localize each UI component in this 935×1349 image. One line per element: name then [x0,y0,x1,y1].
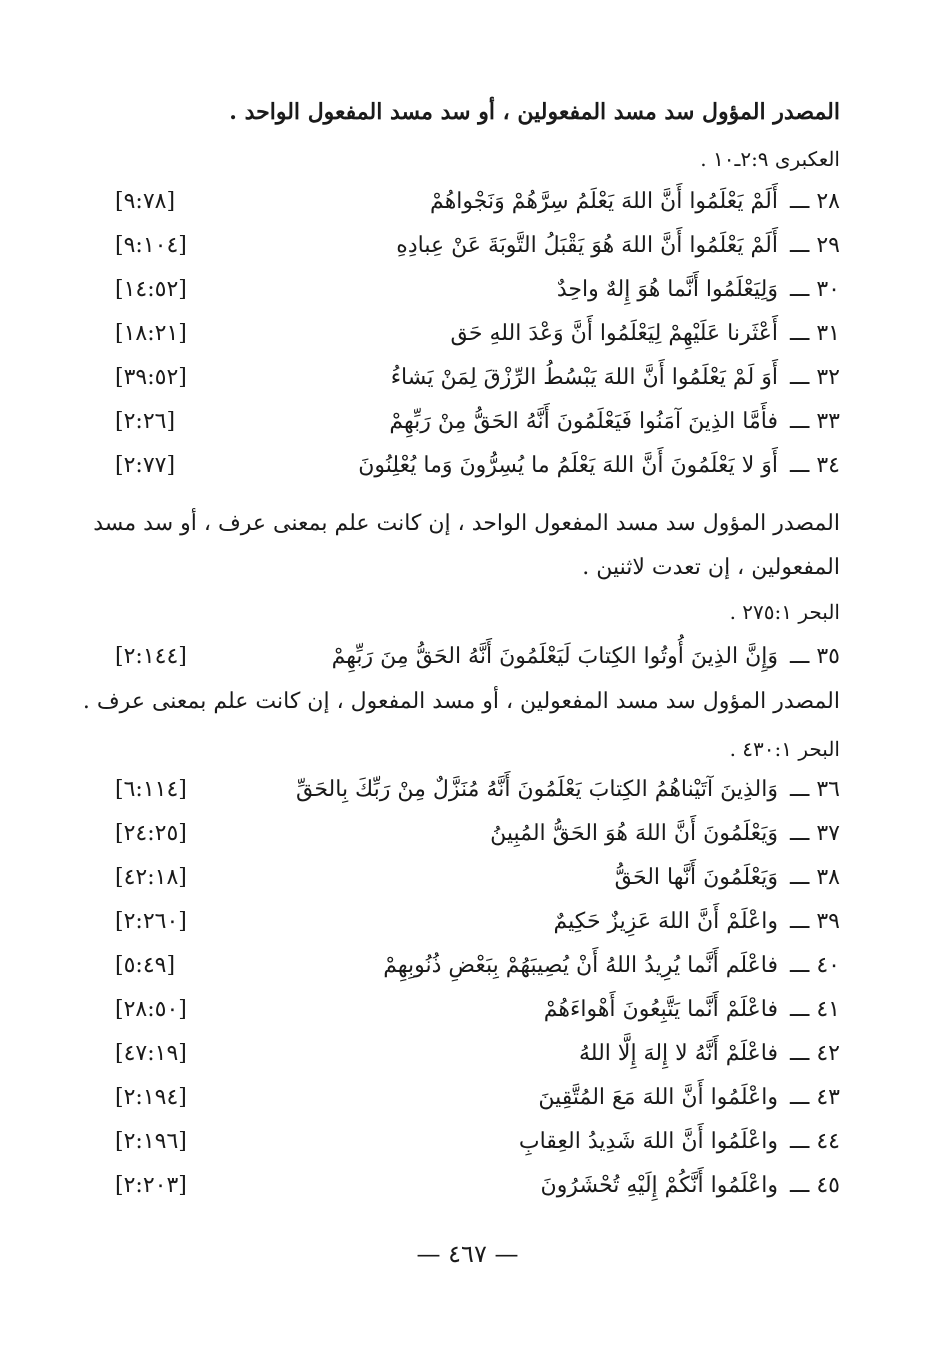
verse-citation: [٩:٧٨] [115,189,176,214]
verse-line [105,640,840,674]
verse-number: ٣٦ ـــ [790,777,840,802]
page-number: — ٤٦٧ — [416,1240,519,1268]
verse-text: وَالذِينَ آتَيْناهُمُ الكِتابَ يَعْلَمُونَ أَنَّهُ مُنَزَّلٌ مِنْ رَبِّكَ بِالحَقِّ [295,777,778,802]
verse-number: ٤٥ ـــ [790,1173,840,1198]
paragraph-line: المصدر المؤول سد مسد المفعولين ، أو مسد المفعول ، إن كانت علم بمعنى عرف . [82,689,840,714]
verse-citation: [٥:٤٩] [115,953,176,978]
verse-number: ٤٣ ـــ [790,1085,840,1110]
verse-line [105,1081,840,1115]
verse-line [105,993,840,1027]
verse-citation: [٢:١٩٤] [115,1085,187,1110]
verse-number: ٣٥ ـــ [790,644,840,669]
verse-text: وَإِنَّ الذِينَ أُوتُوا الكِتابَ لَيَعْلَمُونَ أَنَّهُ الحَقُّ مِنَ رَبِّهِمْ [331,644,778,669]
verse-text: واعْلَمُوا أَنَّ اللهَ شَدِيدُ العِقابِ [518,1129,778,1154]
verse-text: واعْلَمْ أَنَّ اللهَ عَزِيزٌ حَكِيمٌ [553,909,778,934]
verse-line [105,949,840,983]
verse-citation: [٩:١٠٤] [115,233,187,258]
verse-line [105,229,840,263]
verse-line [105,861,840,895]
verse-line [105,185,840,219]
verse-number: ٣٨ ـــ [790,865,840,890]
verse-line [105,905,840,939]
verse-line [105,317,840,351]
paragraph-line: المصدر المؤول سد مسد المفعول الواحد ، إن كانت علم بمعنى عرف ، أو سد مسد [93,511,840,536]
verse-text: أَعْثَرنا عَلَيْهِمْ لِيَعْلَمُوا أَنَّ وَعْدَ اللهِ حَق [450,321,778,346]
verse-number: ٤٠ ـــ [790,953,840,978]
verse-text: فاعْلَمْ أَنَّهُ لا إِلهَ إِلَّا اللهُ [579,1041,778,1066]
section-heading: المصدر المؤول سد مسد المفعولين ، أو سد مسد المفعول الواحد . [229,99,840,125]
verse-line [105,1169,840,1203]
verse-citation: [٣٩:٥٢] [115,365,187,390]
source-reference: البحر ٢٧٥:١ . [729,600,840,624]
verse-text: وَلِيَعْلَمُوا أَنَّما هُوَ إِلهٌ واحِدٌ [556,277,778,302]
verse-number: ٤٤ ـــ [790,1129,840,1154]
verse-text: أَوَ لا يَعْلَمُونَ أَنَّ اللهَ يَعْلَمُ ما يُسِرُّونَ وَما يُعْلِنُونَ [358,453,778,478]
verse-number: ٤١ ـــ [790,997,840,1022]
verse-number: ٣٧ ـــ [790,821,840,846]
verse-number: ٣٣ ـــ [790,409,840,434]
verse-line [105,273,840,307]
verse-citation: [٢:٢٠٣] [115,1173,187,1198]
verse-text: واعْلَمُوا أَنَّ اللهَ مَعَ المُتَّقِينَ [538,1085,778,1110]
verse-text: فاعْلَم أَنَّما يُرِيدُ اللهُ أَنْ يُصِيبَهُمْ بِبَعْضِ ذُنُوبِهِمْ [383,953,778,978]
verse-citation: [٢٨:٥٠] [115,997,187,1022]
verse-text: أَلَمْ يَعْلَمُوا أَنَّ اللهَ يَعْلَمُ سِرَّهُمْ وَنَجْواهُمْ [430,189,778,214]
verse-line [105,1037,840,1071]
verse-line [105,773,840,807]
verse-citation: [٢:٢٦٠] [115,909,187,934]
verse-citation: [٤٧:١٩] [115,1041,187,1066]
verse-number: ٢٨ ـــ [790,189,840,214]
verse-citation: [٢٤:٢٥] [115,821,187,846]
verse-citation: [٦:١١٤] [115,777,187,802]
verse-number: ٤٢ ـــ [790,1041,840,1066]
verse-number: ٣٩ ـــ [790,909,840,934]
source-reference: البحر ٤٣٠:١ . [729,737,840,761]
verse-number: ٣٤ ـــ [790,453,840,478]
verse-citation: [٤٢:١٨] [115,865,187,890]
verse-citation: [٢:١٤٤] [115,644,187,669]
paragraph-line: المفعولين ، إن تعدت لاثنين . [582,555,840,580]
verse-citation: [٢:٢٦] [115,409,176,434]
verse-line [105,361,840,395]
verse-number: ٣٢ ـــ [790,365,840,390]
source-reference: العكبرى ٢:٩ـ١٠ . [700,147,840,171]
verse-citation: [١٤:٥٢] [115,277,187,302]
verse-citation: [١٨:٢١] [115,321,187,346]
verse-text: فأَمَّا الذِينَ آمَنُوا فَيَعْلَمُونَ أَنَّهُ الحَقُّ مِنْ رَبِّهِمْ [389,409,778,434]
verse-text: أَلَمْ يَعْلَمُوا أَنَّ اللهَ هُوَ يَقْبَلُ التَّوبَةَ عَنْ عِبادِهِ [396,233,778,258]
verse-line [105,449,840,483]
verse-line [105,1125,840,1159]
verse-text: أَوَ لَمْ يَعْلَمُوا أَنَّ اللهَ يَبْسُطُ الرِّزْقَ لِمَنْ يَشاءُ [390,365,778,390]
verse-citation: [٢:٧٧] [115,453,176,478]
verse-text: فاعْلَمْ أَنَّما يَتَّبِعُونَ أَهْواءَهُمْ [543,997,778,1022]
verse-text: وَيَعْلَمُونَ أَنَّ اللهَ هُوَ الحَقُّ المُبِينُ [490,821,778,846]
verse-line [105,405,840,439]
verse-number: ٣٠ ـــ [790,277,840,302]
verse-text: واعْلَمُوا أَنَّكُمْ إِلَيْهِ تُحْشَرُونَ [540,1173,778,1198]
verse-text: وَيَعْلَمُونَ أَنَّها الحَقُّ [614,865,778,890]
verse-citation: [٢:١٩٦] [115,1129,187,1154]
verse-number: ٢٩ ـــ [790,233,840,258]
verse-line [105,817,840,851]
verse-number: ٣١ ـــ [790,321,840,346]
